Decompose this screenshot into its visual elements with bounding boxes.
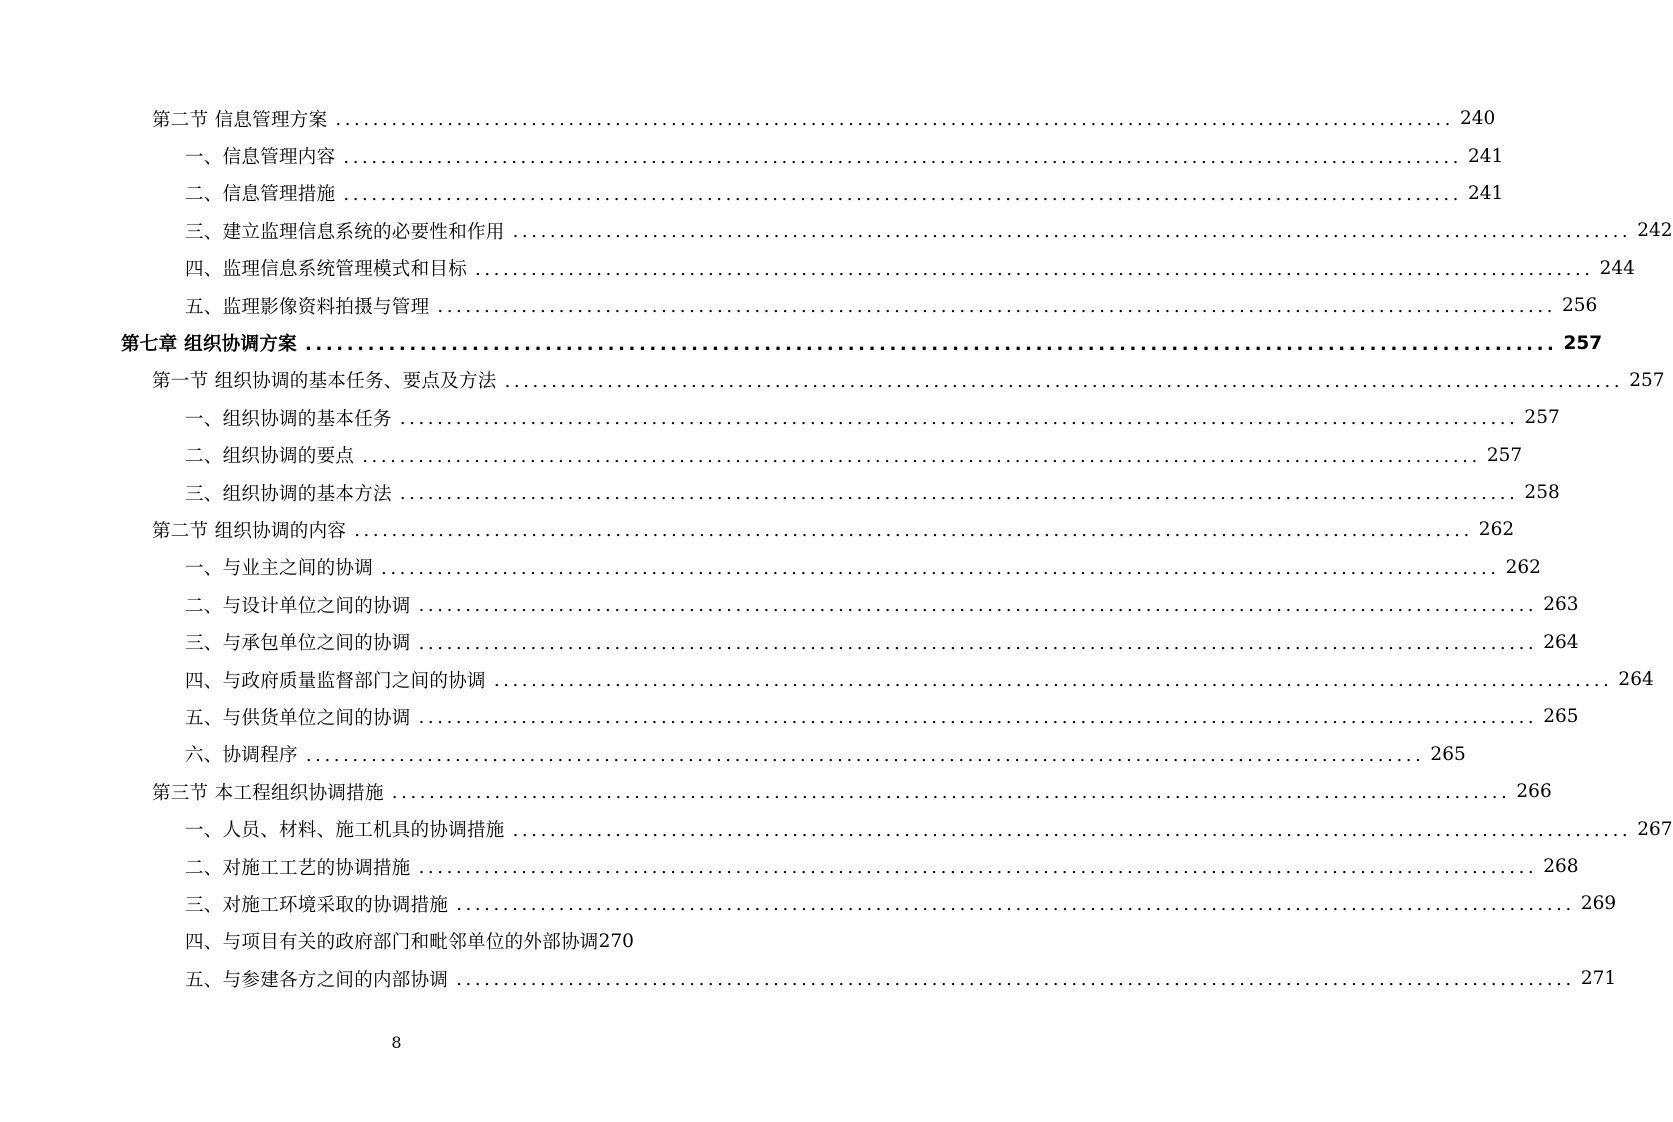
toc-leader-dots: ........................................................................................................................	[418, 595, 1538, 617]
toc-entry-page-number: 257	[1486, 444, 1523, 466]
toc-entry-item[interactable]	[185, 661, 1654, 698]
page-number: 8	[391, 1033, 402, 1052]
toc-leader-dots: ........................................................................................................................	[381, 557, 1500, 579]
toc-entry-section[interactable]	[152, 773, 1552, 810]
toc-entry-page-number: 257	[1629, 369, 1665, 391]
toc-entry-title: 第二节 信息管理方案	[152, 109, 328, 131]
toc-entry-page-number: 241	[1468, 145, 1504, 167]
toc-entry-title: 二、对施工工艺的协调措施	[185, 857, 411, 879]
toc-entry-item[interactable]	[185, 586, 1579, 623]
toc-entry-title: 三、建立监理信息系统的必要性和作用	[185, 221, 505, 243]
toc-entry-page-number: 269	[1580, 893, 1617, 915]
toc-entry-page-number: 262	[1478, 519, 1515, 541]
toc-entry-title: 第一节 组织协调的基本任务、要点及方法	[152, 371, 497, 393]
toc-entry-title: 二、信息管理措施	[185, 184, 336, 206]
toc-entry-page-number: 257	[1563, 332, 1603, 354]
toc-entry-item[interactable]	[185, 960, 1617, 997]
toc-entry-item[interactable]	[185, 212, 1673, 249]
toc-entry-item[interactable]	[185, 250, 1635, 287]
toc-entry-item[interactable]	[185, 885, 1617, 922]
toc-entry-title: 一、与业主之间的协调	[185, 558, 374, 580]
toc-entry-item[interactable]	[185, 399, 1560, 436]
toc-entry-page-number: 264	[1543, 631, 1579, 653]
toc-entry-page-number: 257	[1524, 407, 1560, 429]
toc-leader-dots: ........................................................................................................................	[343, 146, 1463, 168]
toc-entry-item[interactable]	[185, 474, 1560, 511]
toc-entry-title: 第七章 组织协调方案	[121, 334, 297, 356]
toc-leader-dots: ........................................................................................................................	[512, 819, 1632, 841]
toc-entry-title: 五、与参建各方之间的内部协调	[185, 969, 449, 991]
toc-entry-page-number: 270	[598, 930, 634, 952]
toc-entry-item[interactable]	[185, 437, 1523, 474]
toc-entry-item[interactable]	[185, 923, 685, 960]
toc-entry-title: 第二节 组织协调的内容	[152, 520, 347, 542]
toc-entry-title: 四、与政府质量监督部门之间的协调	[185, 670, 486, 692]
toc-entry-page-number: 258	[1524, 482, 1560, 504]
toc-entry-page-number: 266	[1516, 781, 1552, 803]
toc-leader-dots: ........................................................................................................................	[391, 782, 1511, 804]
toc-entry-section[interactable]	[152, 362, 1665, 399]
toc-entry-title: 第三节 本工程组织协调措施	[152, 782, 384, 804]
toc-entry-page-number: 262	[1505, 556, 1541, 578]
toc-entry-item[interactable]	[185, 848, 1579, 885]
toc-entry-title: 四、与项目有关的政府部门和毗邻单位的外部协调	[185, 932, 599, 954]
toc-entry-page-number: 244	[1599, 257, 1635, 279]
toc-leader-dots: ........................................................................................................................	[456, 894, 1575, 916]
toc-leader-dots: ........................................................................................................................	[418, 707, 1538, 729]
toc-entry-title: 二、组织协调的要点	[185, 446, 355, 468]
toc-entry-page-number: 263	[1543, 594, 1579, 616]
toc-entry-page-number: 240	[1460, 108, 1496, 130]
toc-leader-dots: ........................................................................................................................	[354, 520, 1473, 542]
toc-entry-title: 三、组织协调的基本方法	[185, 483, 392, 505]
toc-leader-dots: ........................................................................................................................	[304, 333, 1558, 355]
toc-entry-item[interactable]	[185, 736, 1466, 773]
toc-entry-section[interactable]	[152, 100, 1496, 137]
toc-entry-page-number: 265	[1543, 706, 1579, 728]
toc-leader-dots: ........................................................................................................................	[418, 857, 1538, 878]
toc-entry-title: 三、对施工环境采取的协调措施	[185, 894, 449, 916]
toc-leader-dots: ........................................................................................................................	[512, 221, 1632, 243]
toc-entry-title: 二、与设计单位之间的协调	[185, 595, 411, 617]
toc-entry-page-number: 265	[1430, 743, 1466, 765]
toc-entry-title: 三、与承包单位之间的协调	[185, 633, 411, 655]
toc-entry-page-number: 241	[1468, 182, 1504, 204]
toc-leader-dots: ........................................................................................................................	[399, 483, 1519, 505]
toc-entry-page-number: 271	[1580, 968, 1617, 990]
table-of-contents	[0, 100, 1673, 997]
toc-entry-page-number: 268	[1543, 856, 1579, 877]
toc-leader-dots: ........................................................................................................................	[305, 744, 1425, 766]
toc-entry-page-number: 256	[1562, 295, 1598, 317]
toc-entry-page-number: 264	[1618, 669, 1654, 691]
toc-leader-dots: ........................................................................................................................	[504, 370, 1624, 392]
toc-leader-dots: ........................................................................................................................	[399, 408, 1519, 430]
toc-entry-item[interactable]	[185, 810, 1673, 847]
toc-entry-page-number: 242	[1637, 220, 1673, 242]
toc-entry-title: 六、协调程序	[185, 745, 298, 767]
toc-entry-item[interactable]	[185, 287, 1598, 324]
toc-entry-title: 四、监理信息系统管理模式和目标	[185, 259, 468, 281]
toc-entry-section[interactable]	[152, 511, 1515, 548]
toc-entry-item[interactable]	[185, 698, 1579, 735]
toc-leader-dots: ........................................................................................................................	[335, 109, 1454, 131]
toc-entry-title: 一、组织协调的基本任务	[185, 408, 392, 430]
toc-entry-item[interactable]	[185, 175, 1504, 212]
toc-entry-item[interactable]	[185, 137, 1504, 174]
toc-leader-dots: ........................................................................................................................	[362, 445, 1481, 467]
toc-leader-dots: ........................................................................................................................	[475, 258, 1594, 280]
toc-entry-chapter[interactable]	[121, 324, 1603, 361]
toc-entry-item[interactable]	[185, 549, 1541, 586]
toc-leader-dots: ........................................................................................................................	[456, 969, 1575, 991]
toc-leader-dots: ........................................................................................................................	[343, 183, 1463, 205]
toc-entry-page-number: 267	[1637, 818, 1673, 840]
toc-leader-dots: ........................................................................................................................	[437, 296, 1557, 318]
toc-entry-title: 五、与供货单位之间的协调	[185, 707, 411, 729]
toc-entry-title: 五、监理影像资料拍摄与管理	[185, 296, 430, 318]
toc-leader-dots: ........................................................................................................................	[493, 670, 1613, 692]
toc-entry-item[interactable]	[185, 623, 1579, 660]
toc-entry-title: 一、人员、材料、施工机具的协调措施	[185, 820, 505, 842]
toc-leader-dots: ........................................................................................................................	[418, 632, 1538, 654]
toc-entry-title: 一、信息管理内容	[185, 147, 336, 169]
